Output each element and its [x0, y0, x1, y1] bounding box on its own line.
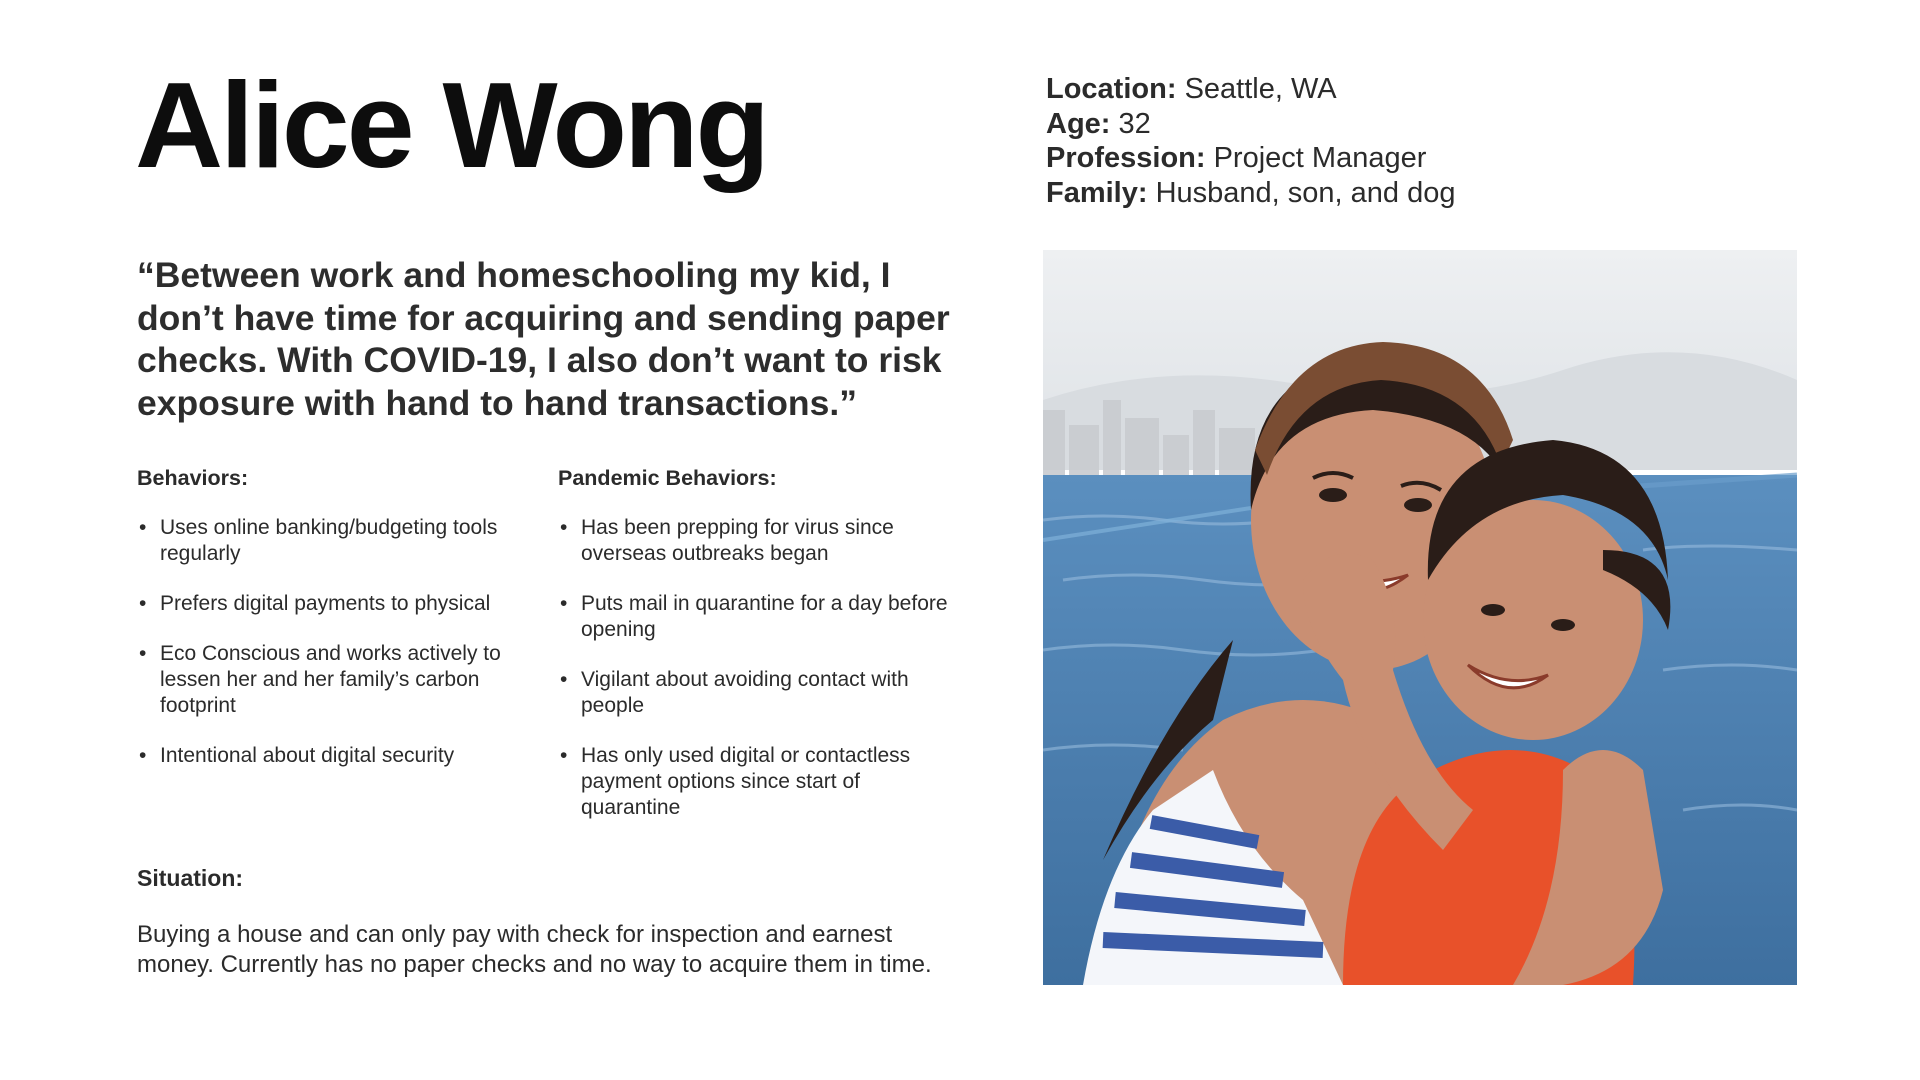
persona-quote: “Between work and homeschooling my kid, I don’t have time for acquiring and sending paper checks. With COVID-19, I also don’t want to risk exposure with hand to hand transactions.” [137, 255, 950, 423]
pandemic-behavior-item [558, 515, 958, 567]
fact-age-label: Age: [1046, 107, 1111, 140]
bullet-icon: • [139, 744, 147, 767]
behaviors-list [137, 515, 527, 769]
fact-age [1046, 107, 1456, 142]
fact-location-value: Seattle, WA [1184, 73, 1337, 105]
persona-name: Alice Wong [135, 57, 768, 193]
behavior-item [137, 515, 527, 567]
fact-family [1046, 176, 1456, 211]
pandemic-behaviors-list [558, 515, 958, 821]
fact-location-label: Location: [1046, 73, 1177, 105]
bullet-icon: • [139, 642, 147, 665]
bullet-icon: • [560, 668, 568, 691]
behavior-text: Intentional about digital security [160, 744, 455, 767]
bullet-icon: • [139, 592, 147, 615]
bullet-icon: • [560, 516, 568, 539]
behavior-text: Prefers digital payments to physical [160, 592, 491, 615]
photo-illustration [1043, 250, 1797, 985]
pandemic-behavior-item [558, 743, 958, 821]
behavior-item [137, 591, 527, 617]
pandemic-behavior-text: Has been prepping for virus since overseas outbreaks began [581, 516, 894, 565]
mother-and-son-photo [1043, 250, 1797, 985]
fact-age-value: 32 [1118, 107, 1151, 140]
bullet-icon: • [139, 516, 147, 539]
bullet-icon: • [560, 592, 568, 615]
persona-facts [1046, 72, 1456, 210]
situation-heading: Situation: [137, 865, 244, 891]
pandemic-behaviors-section [558, 465, 958, 845]
pandemic-behavior-text: Vigilant about avoiding contact with people [581, 668, 909, 717]
behaviors-heading: Behaviors: [137, 466, 249, 490]
pandemic-behavior-text: Has only used digital or contactless payment options since start of quarantine [581, 744, 911, 819]
fact-family-label: Family: [1046, 176, 1148, 209]
fact-profession [1046, 141, 1456, 176]
pandemic-behaviors-heading: Pandemic Behaviors: [558, 466, 777, 490]
behavior-item [137, 641, 527, 719]
behaviors-section [137, 465, 527, 793]
behavior-text: Uses online banking/budgeting tools regularly [160, 516, 498, 565]
pandemic-behavior-item [558, 667, 958, 719]
behavior-text: Eco Conscious and works actively to lessen her and her family’s carbon footprint [160, 642, 501, 717]
pandemic-behavior-text: Puts mail in quarantine for a day before opening [581, 592, 948, 641]
fact-family-value: Husband, son, and dog [1155, 176, 1456, 209]
behavior-item [137, 743, 527, 769]
fact-profession-label: Profession: [1046, 142, 1206, 174]
pandemic-behavior-item [558, 591, 958, 643]
fact-profession-value: Project Manager [1213, 142, 1427, 174]
situation-text: Buying a house and can only pay with check for inspection and earnest money. Currently has no paper checks and no way to acquire them in time. [137, 921, 932, 978]
bullet-icon: • [560, 744, 568, 767]
fact-location [1046, 72, 1456, 107]
